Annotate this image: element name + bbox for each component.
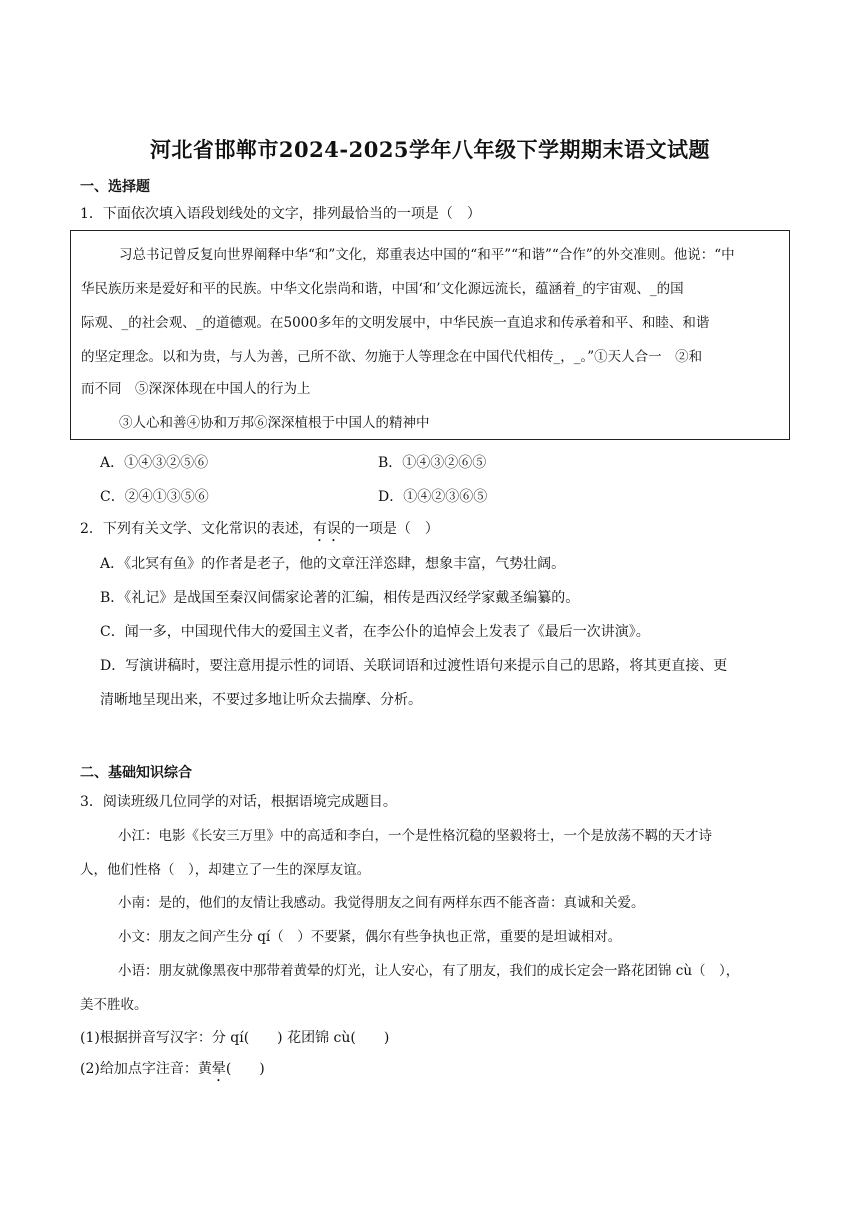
section-heading-basic: 二、基础知识综合 — [80, 765, 192, 781]
dialog-line: 小南：是的，他们的友情让我感动。我觉得朋友之间有两样东西不能吝啬：真诚和关爱。 — [118, 895, 645, 911]
page-title: 河北省邯郸市2024-2025学年八年级下学期期末语文试题 — [149, 137, 711, 162]
section-heading-choice: 一、选择题 — [80, 179, 150, 195]
q2-option-d-line2: 清晰地呈现出来，不要过多地让听众去揣摩、分析。 — [100, 692, 422, 708]
dialog-line: 美不胜收。 — [80, 997, 148, 1013]
q2-option-b: B．《礼记》是战国至秦汉间儒家论著的汇编，相传是西汉经学家戴圣编纂的。 — [100, 590, 580, 606]
q1-option-b: B．①④③②⑥⑤ — [378, 455, 487, 471]
q1-option-c: C．②④①③⑤⑥ — [100, 489, 209, 505]
q2-stem-after: 的一项是（ ） — [340, 521, 439, 537]
q2-option-d-line1: D．写演讲稿时，要注意用提示性的词语、关联词语和过渡性语句来提示自己的思路，将其更直接、更 — [100, 658, 728, 674]
q2-stem-before: 2．下列有关文学、文化常识的表述， — [80, 521, 313, 537]
q2-emphasis-char: 误 — [326, 521, 341, 537]
dialog-line: 小江：电影《长安三万里》中的高适和李白，一个是性格沉稳的坚毅将士，一个是放荡不羁的天才诗 — [118, 828, 712, 844]
q2-option-c: C．闻一多，中国现代伟大的爱国主义者，在李公仆的追悼会上发表了《最后一次讲演》。 — [100, 624, 650, 640]
question-3-stem: 3．阅读班级几位同学的对话，根据语境完成题目。 — [80, 794, 397, 810]
q3-emphasis-char: 晕 — [211, 1061, 226, 1077]
passage-line: 习总书记曾反复向世界阐释中华“和”文化，郑重表达中国的“和平”“和谐”“合作”的外交准则。他说：“中 — [119, 247, 735, 263]
q3-subquestion-2 — [80, 1058, 265, 1085]
passage-line: 华民族历来是爱好和平的民族。中华文化崇尚和谐，中国‘和’文化源远流长，蕴涵着_的宇宙观、_的国 — [81, 281, 684, 297]
dialog-line: 小语：朋友就像黑夜中那带着黄晕的灯光，让人安心，有了朋友，我们的成长定会一路花团锦 cù（ ）， — [118, 963, 740, 979]
q3-subquestion-1: (1)根据拼音写汉字：分 qí( ) 花团锦 cù( ) — [80, 1030, 390, 1046]
q1-option-a: A．①④③②⑤⑥ — [100, 455, 209, 471]
q1-option-d: D．①④②③⑥⑤ — [378, 489, 488, 505]
question-2-stem — [80, 518, 439, 545]
question-1-stem: 1．下面依次填入语段划线处的文字，排列最恰当的一项是（ ） — [80, 206, 481, 222]
passage-line: 而不同 ⑤深深体现在中国人的行为上 — [81, 381, 311, 397]
q2-option-a: A．《北冥有鱼》的作者是老子，他的文章汪洋恣肆，想象丰富，气势壮阔。 — [100, 556, 566, 572]
q3-sub2-after: ( ) — [225, 1061, 265, 1077]
dialog-line: 人，他们性格（ ），却建立了一生的深厚友谊。 — [80, 862, 371, 878]
passage-line: 际观、_的社会观、_的道德观。在5000多年的文明发展中，中华民族一直追求和传承着和平、和睦、和谐 — [81, 315, 710, 331]
q3-sub2-before: (2)给加点字注音：黄 — [80, 1061, 212, 1077]
passage-line: ③人心和善④协和万邦⑥深深植根于中国人的精神中 — [119, 415, 430, 431]
q2-emphasis-char: 有 — [312, 521, 327, 537]
dialog-line: 小文：朋友之间产生分 qí（ ）不要紧，偶尔有些争执也正常，重要的是坦诚相对。 — [118, 929, 622, 945]
passage-line: 的坚定理念。以和为贵，与人为善，己所不欲、勿施于人等理念在中国代代相传_，_。”①天人合一 ②和 — [81, 349, 703, 365]
question-1-passage-box — [70, 230, 790, 440]
